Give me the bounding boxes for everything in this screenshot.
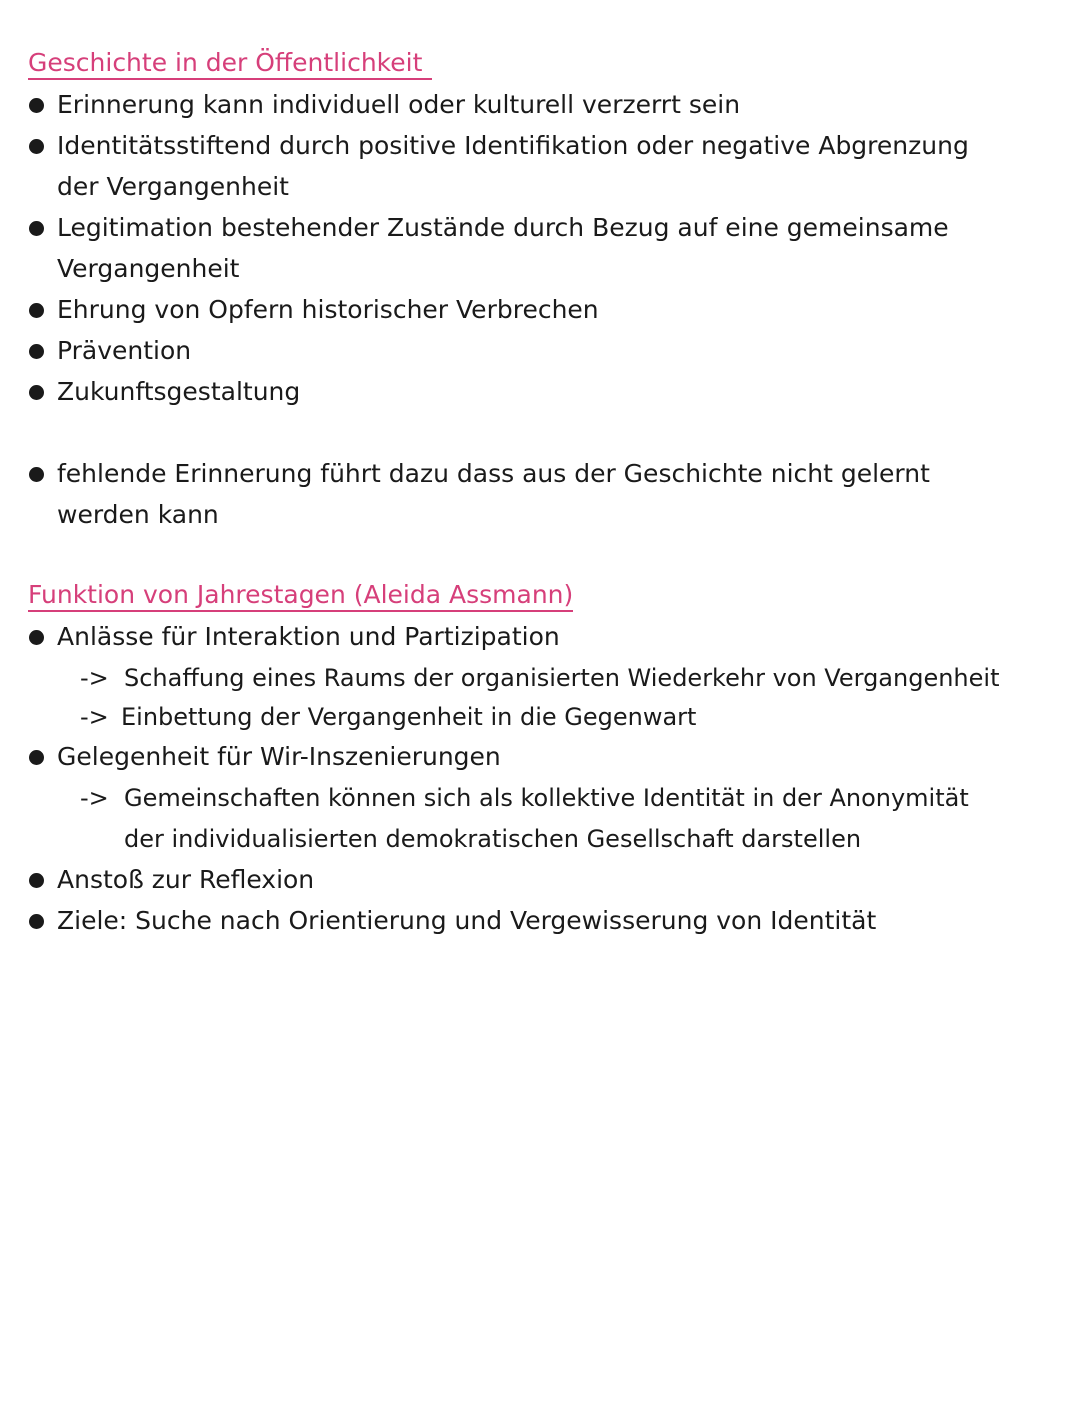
bullet-dot	[29, 385, 44, 400]
bullet-text: Identitätsstiftend durch positive Identifikation oder negative Abgrenzung	[57, 131, 969, 160]
bullet-text: Anlässe für Interaktion und Partizipation	[57, 622, 560, 651]
bullet-text: Zukunftsgestaltung	[57, 377, 301, 406]
bullet-continuation: der Vergangenheit	[57, 172, 289, 201]
bullet-dot	[29, 98, 44, 113]
bullet-text: Ziele: Suche nach Orientierung und Vergewisserung von Identität	[57, 906, 877, 935]
sub-bullet-text: Gemeinschaften können sich als kollektive Identität in der Anonymität	[124, 784, 969, 812]
bullet-dot	[29, 139, 44, 154]
sub-bullet-text: Schaffung eines Raums der organisierten Wiederkehr von Vergangenheit	[124, 664, 1000, 692]
arrow-icon: ->	[80, 664, 109, 692]
arrow-icon: ->	[80, 703, 109, 731]
bullet-dot	[29, 344, 44, 359]
sub-bullet-text: Einbettung der Vergangenheit in die Gegenwart	[121, 703, 697, 731]
section-heading-jahrestage	[28, 578, 573, 612]
bullet-dot	[29, 467, 44, 482]
heading-text: Funktion von Jahrestagen (Aleida Assmann)	[28, 580, 573, 612]
bullet-dot	[29, 914, 44, 929]
bullet-dot	[29, 873, 44, 888]
bullet-text: Prävention	[57, 336, 192, 365]
bullet-text: fehlende Erinnerung führt dazu dass aus der Geschichte nicht gelernt	[57, 459, 930, 488]
bullet-text: Anstoß zur Reflexion	[57, 865, 315, 894]
bullet-dot	[29, 303, 44, 318]
bullet-text: Ehrung von Opfern historischer Verbrechen	[57, 295, 599, 324]
bullet-dot	[29, 221, 44, 236]
bullet-dot	[29, 750, 44, 765]
bullet-dot	[29, 630, 44, 645]
section-heading-oeffentlichkeit	[28, 46, 432, 80]
bullet-continuation: werden kann	[57, 500, 219, 529]
bullet-text: Legitimation bestehender Zustände durch Bezug auf eine gemeinsame	[57, 213, 949, 242]
bullet-continuation: Vergangenheit	[57, 254, 240, 283]
sub-bullet-continuation: der individualisierten demokratischen Gesellschaft darstellen	[124, 825, 862, 853]
bullet-text: Gelegenheit für Wir-Inszenierungen	[57, 742, 501, 771]
arrow-icon: ->	[80, 784, 109, 812]
heading-text: Geschichte in der Öffentlichkeit	[28, 48, 432, 80]
bullet-text: Erinnerung kann individuell oder kulturell verzerrt sein	[57, 90, 741, 119]
